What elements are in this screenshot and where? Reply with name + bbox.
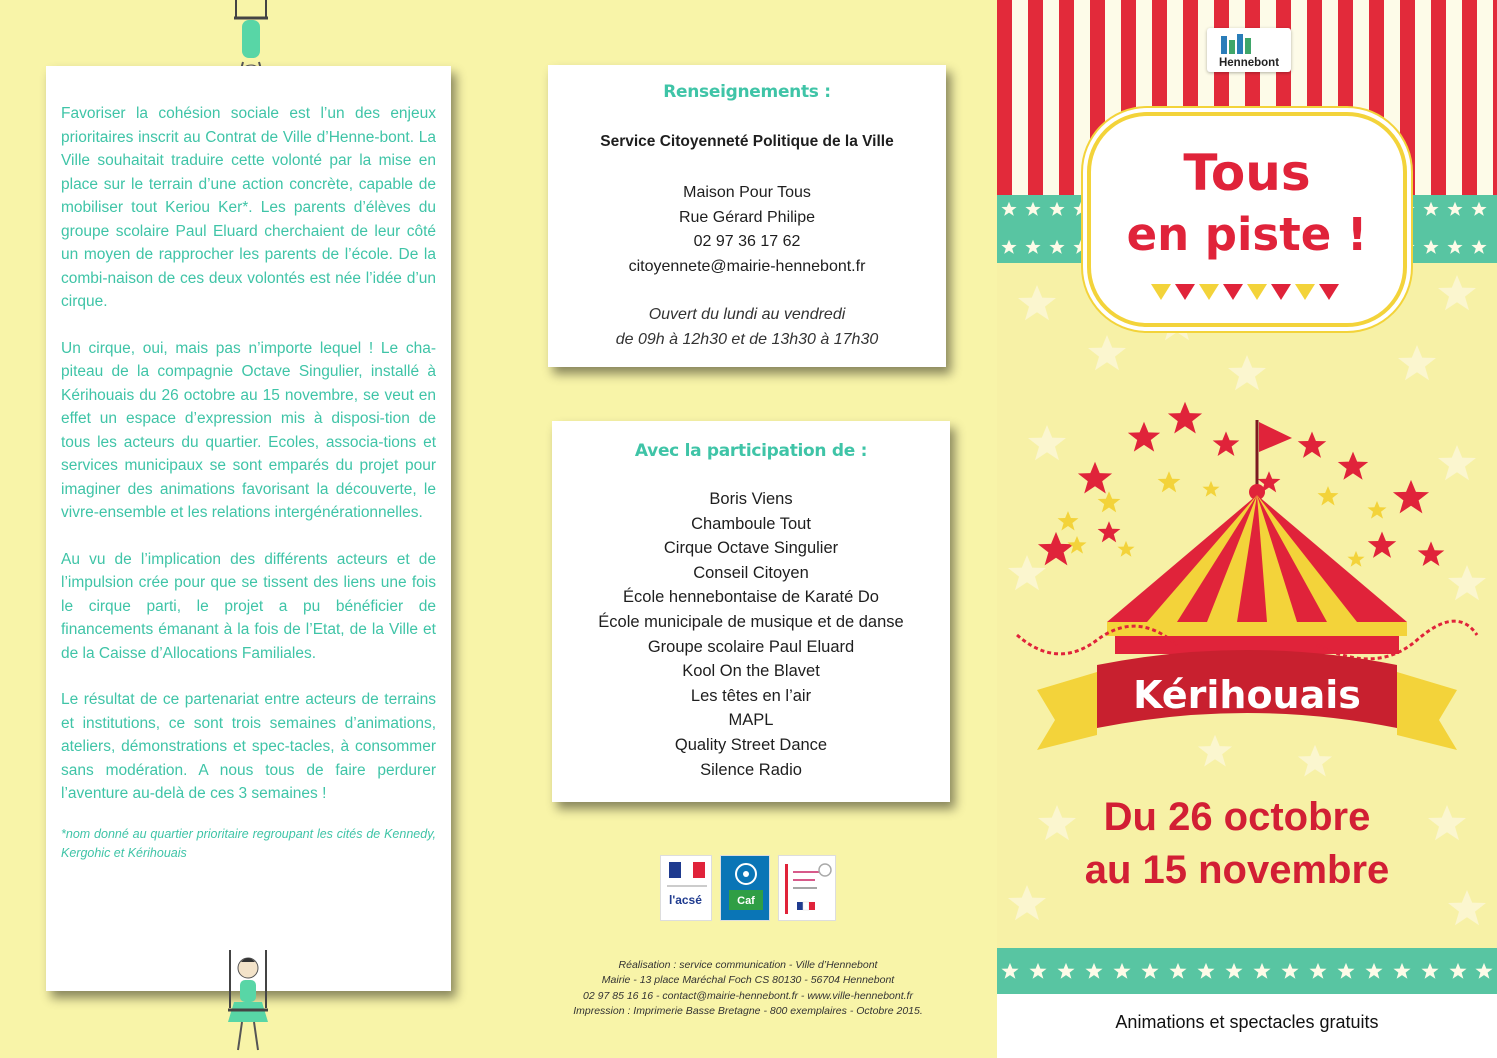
list-item: MAPL [728, 711, 774, 730]
cover-title-line-1: Tous [1183, 144, 1311, 202]
address-line: Maison Pour Tous [683, 184, 811, 201]
intro-text-card [46, 66, 451, 991]
hours-line: Ouvert du lundi au vendredi [648, 306, 846, 323]
title-frame [1087, 112, 1407, 327]
participants-card [552, 421, 950, 802]
service-name: Service Citoyenneté Politique de la Ville [600, 133, 894, 150]
intro-paragraph-4: Le résultat de ce partenariat entre acteurs de terrains et institutions, ce sont trois semaines d’animations, ateliers, démonstrations et spec-tacles, à consommer sans modération. A nous tous de faire perdurer l’aventure au-delà de ces 3 semaines ! [61, 691, 436, 802]
caf-logo [720, 855, 770, 921]
intro-paragraph-3: Au vu de l’implication des différents acteurs et de l’impulsion crée pour que se tissent des liens une fois le cirque parti, le projet a pu bénéficier de financements émanant à la fois de l’Etat, de la Ville et de la Caisse d’Allocations Familiales. [61, 550, 436, 662]
pennant-garland [1151, 280, 1351, 304]
contact-info-card [548, 65, 946, 367]
participants-heading: Avec la participation de : [634, 441, 868, 461]
dates-line-1: Du 26 octobre [1103, 795, 1371, 839]
logo-text: Hennebont [1218, 57, 1280, 69]
list-item: Chamboule Tout [691, 514, 811, 533]
participants-list [552, 487, 950, 782]
intro-paragraph-1: Favoriser la cohésion sociale est l’un des enjeux prioritaires inscrit au Contrat de Ville d’Henne-bont. La Ville souhaitait traduire cette volonté par la mise en place sur le terrain d’une action concrète, capable de mobiliser tout Keriou Ker*. Les parents d’élèves du groupe scolaire Paul Eluard cherchaient de leur côté un moyen de rapprocher les parents de l’école. De la combi-naison de ces deux volontés est née l’idée d’un cirque. [61, 105, 436, 310]
contact-heading: Renseignements : [663, 82, 831, 102]
list-item: Quality Street Dance [674, 735, 828, 754]
list-item: Conseil Citoyen [693, 563, 809, 582]
caf-logo-text: Caf [737, 895, 755, 907]
circus-tent-illustration [997, 390, 1497, 760]
list-item: École municipale de musique et de danse [598, 612, 904, 631]
email-address: citoyennete@mairie-hennebont.fr [628, 257, 866, 275]
credit-line: Réalisation : service communication - Ville d’Hennebont [618, 959, 878, 971]
credit-line: Mairie - 13 place Maréchal Foch CS 80130 - 56704 Hennebont [601, 974, 895, 987]
intro-footnote: *nom donné au quartier prioritaire regroupant les cités de Kennedy, Kergohic et Kérihouais [61, 826, 436, 860]
hennebont-logo [1207, 28, 1291, 72]
list-item: Kool On the Blavet [682, 662, 820, 681]
credit-line: Impression : Imprimerie Basse Bretagne - 800 exemplaires - Octobre 2015. [573, 1004, 923, 1017]
list-item: Silence Radio [700, 760, 802, 779]
phone-number: 02 97 36 17 62 [693, 233, 801, 250]
list-item: Groupe scolaire Paul Eluard [647, 637, 855, 656]
tent-banner-label: Kérihouais [1133, 673, 1361, 717]
republique-acse-logo [660, 855, 712, 921]
star-band-bottom-stars [997, 948, 1497, 994]
printing-credits [548, 958, 948, 1019]
contact-address [548, 181, 946, 279]
cover-title-line-2: en piste ! [1126, 208, 1368, 261]
acse-logo-text: l'acsé [669, 893, 702, 907]
academie-logo [778, 855, 836, 921]
hours-line: de 09h à 12h30 et de 13h30 à 17h30 [615, 330, 879, 348]
list-item: Cirque Octave Singulier [663, 539, 839, 558]
credit-line: 02 97 85 16 16 - contact@mairie-hennebont.fr - www.ville-hennebont.fr [583, 989, 913, 1002]
intro-paragraph-2: Un cirque, oui, mais pas n’importe lequel ! Le cha-piteau de la compagnie Octave Singulier, installé à Kérihouais du 26 octobre au 15 novembre, se veut en effet un espace d’expression mis à disposi-tion de tous les acteurs du quartier. Ecoles, associa-tions et services municipaux se sont emparés du projet pour imaginer des animations favorisant la découverte, le vivre-ensemble et les relations intergénérationnelles. [61, 339, 436, 521]
trapeze-artist-bottom-illustration [218, 950, 278, 1056]
cover-tagline: Animations et spectacles gratuits [1115, 1012, 1379, 1032]
list-item: École hennebontaise de Karaté Do [623, 588, 879, 607]
list-item: Boris Viens [709, 490, 793, 508]
opening-hours [548, 303, 946, 352]
cover-panel [997, 0, 1497, 1058]
list-item: Les têtes en l’air [690, 686, 812, 705]
dates-line-2: au 15 novembre [1084, 848, 1390, 892]
address-line: Rue Gérard Philipe [678, 208, 816, 226]
